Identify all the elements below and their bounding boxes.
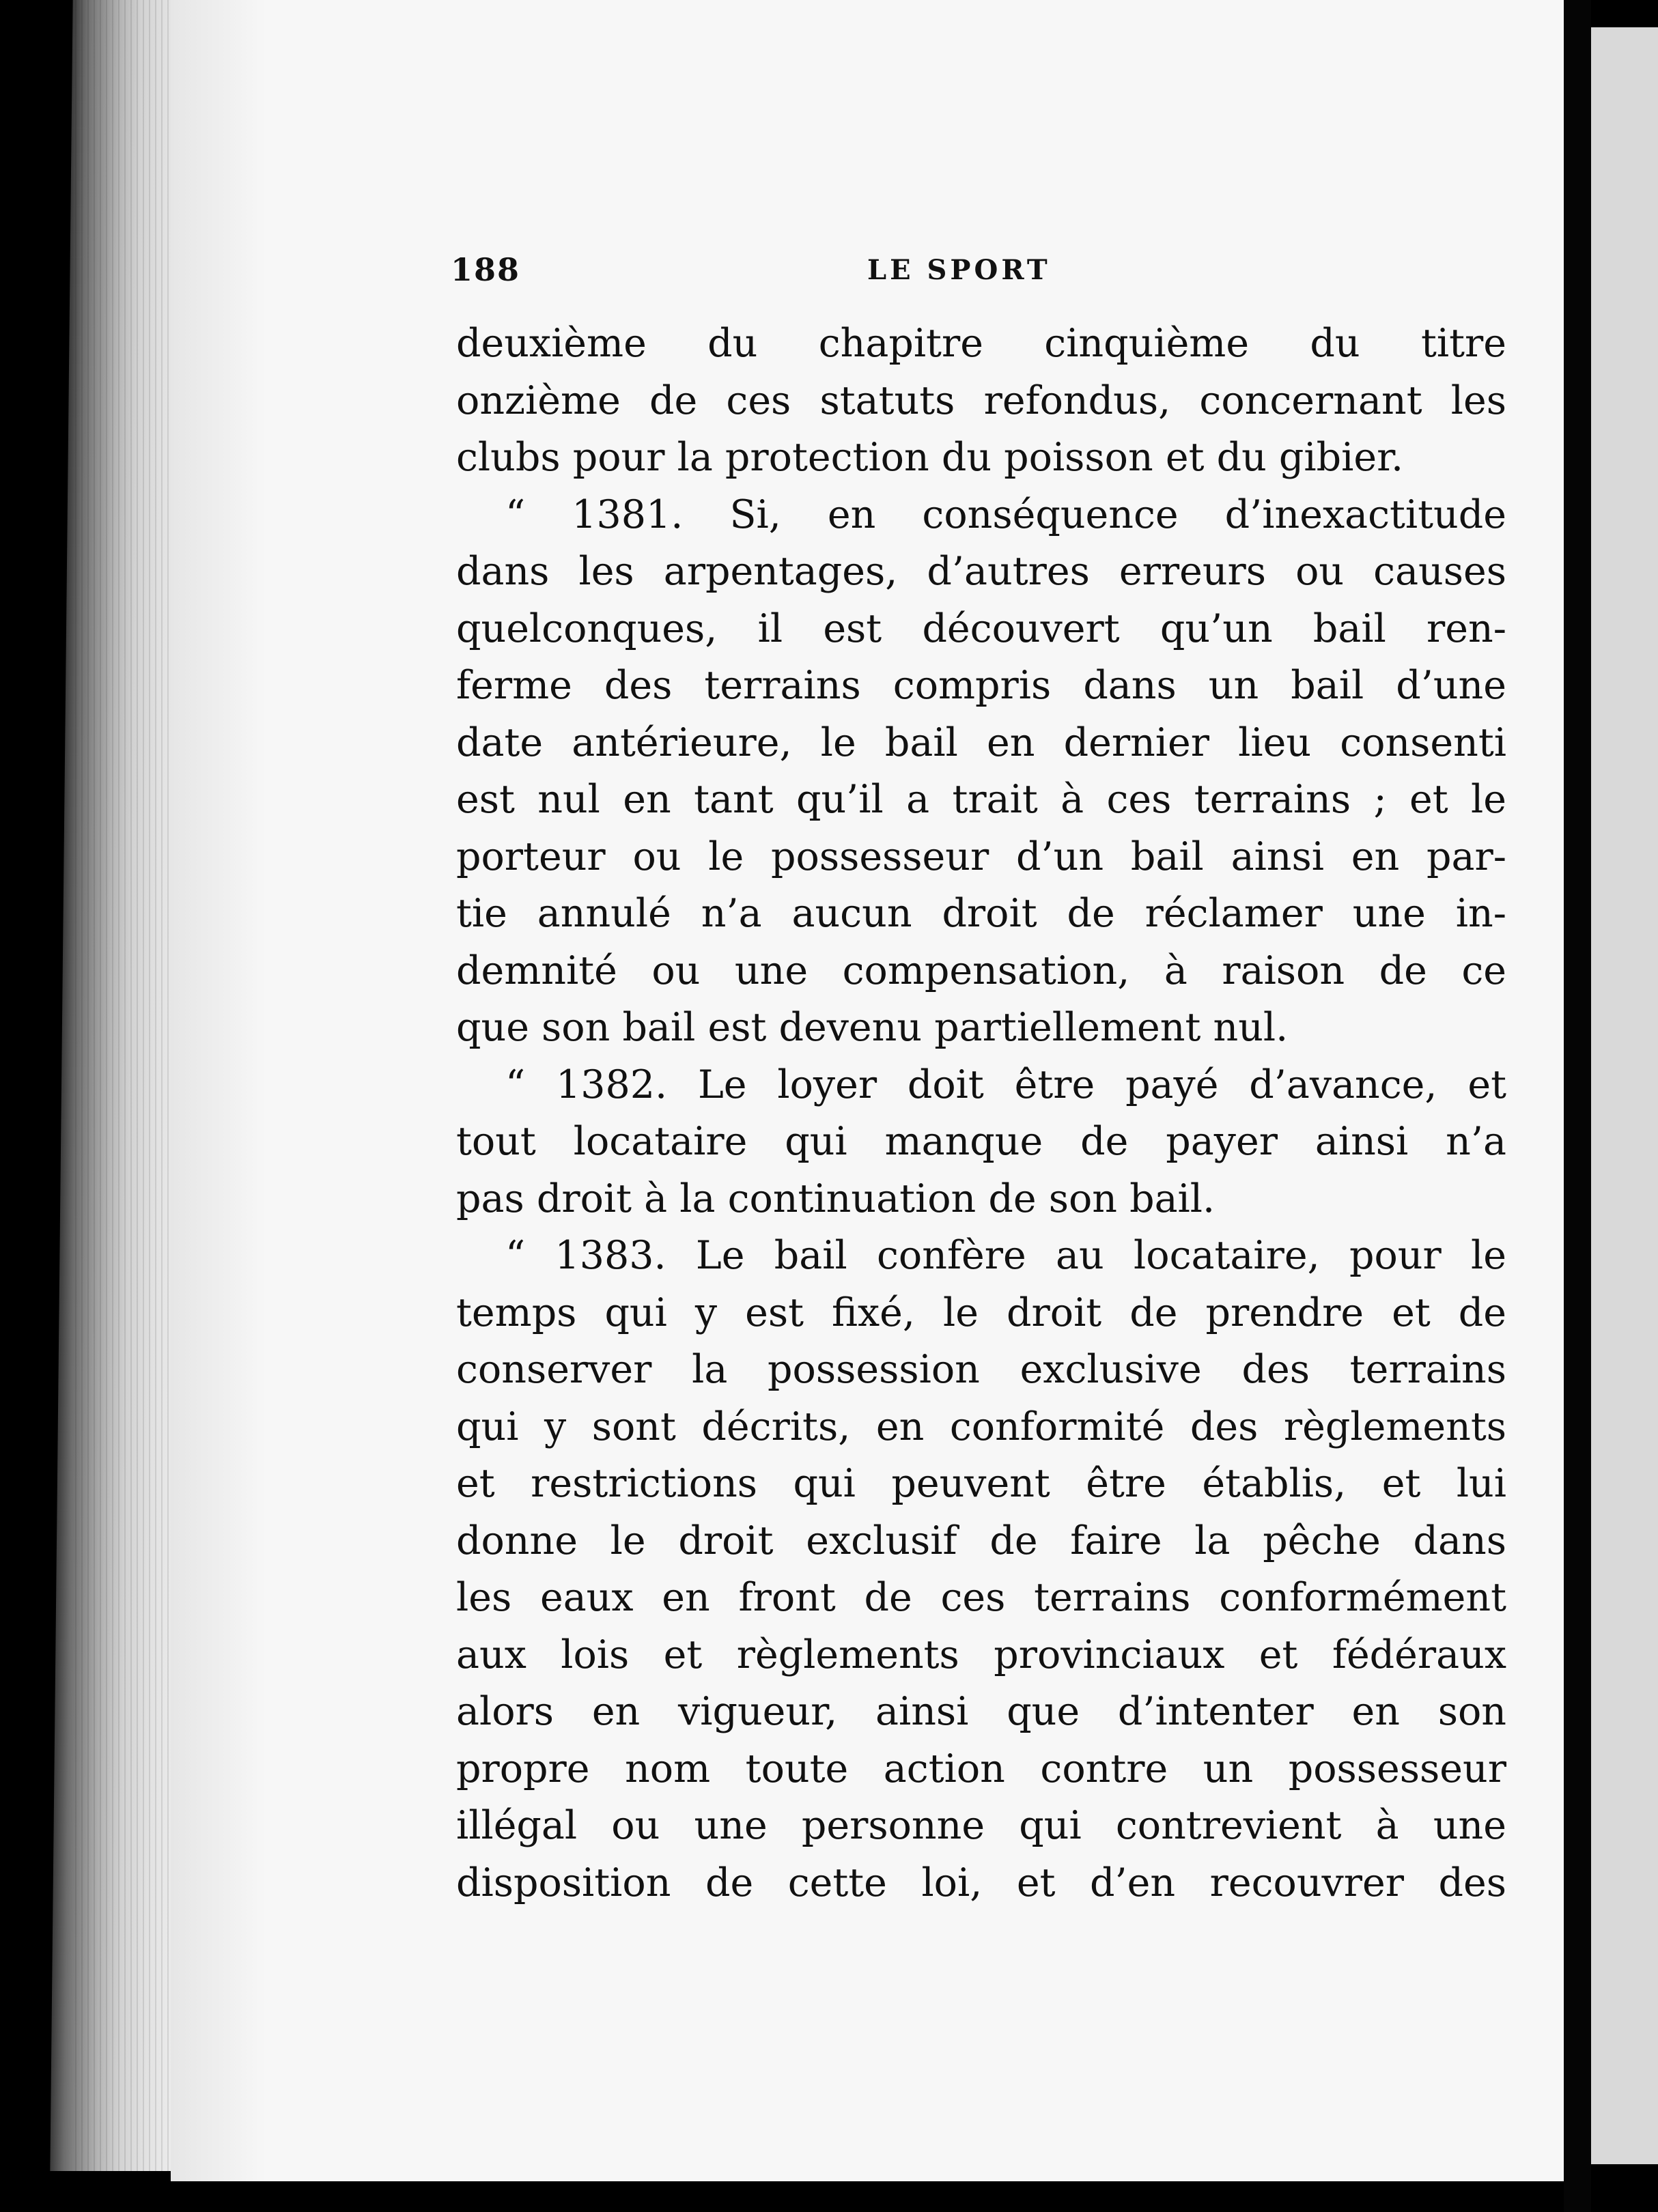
text-line: disposition de cette loi, et d’en recouvrer des <box>456 1860 1506 1905</box>
text-line: les eaux en front de ces terrains conformément <box>456 1575 1506 1620</box>
text-line: demnité ou une compensation, à raison de ce <box>456 948 1506 993</box>
text-line: tout locataire qui manque de payer ainsi n’a <box>456 1119 1506 1164</box>
text-line: illégal ou une personne qui contrevient à une <box>456 1803 1506 1848</box>
text-line: donne le droit exclusif de faire la pêche dans <box>456 1518 1506 1563</box>
text-line: date antérieure, le bail en dernier lieu consenti <box>456 720 1506 765</box>
text-line: propre nom toute action contre un possesseur <box>456 1746 1506 1791</box>
page-header <box>451 251 1475 292</box>
text-line: dans les arpentages, d’autres erreurs ou causes <box>456 549 1506 594</box>
text-line: ferme des terrains compris dans un bail d’une <box>456 663 1506 708</box>
text-line: clubs pour la protection du poisson et du gibier. <box>456 435 1404 480</box>
article-1383-start: “ 1383. Le bail confère au locataire, pour le <box>505 1233 1506 1278</box>
text-line: tie annulé n’a aucun droit de réclamer une in- <box>456 891 1506 936</box>
text-line: deuxième du chapitre cinquième du titre <box>456 321 1506 366</box>
body-text <box>456 315 1506 1912</box>
text-line: aux lois et règlements provinciaux et fédéraux <box>456 1632 1506 1677</box>
text-line: conserver la possession exclusive des terrains <box>456 1347 1506 1392</box>
article-1382-start: “ 1382. Le loyer doit être payé d’avance, et <box>505 1062 1506 1107</box>
text-line: est nul en tant qu’il a trait à ces terrains ; et le <box>456 777 1506 822</box>
text-line: qui y sont décrits, en conformité des règlements <box>456 1404 1506 1449</box>
text-line: temps qui y est fixé, le droit de prendre et de <box>456 1290 1506 1335</box>
text-line: alors en vigueur, ainsi que d’intenter en son <box>456 1689 1506 1734</box>
article-1381-start: “ 1381. Si, en conséquence d’inexactitude <box>505 492 1506 537</box>
text-line: porteur ou le possesseur d’un bail ainsi en par- <box>456 834 1506 879</box>
text-line: et restrictions qui peuvent être établis, et lui <box>456 1461 1506 1506</box>
page-number: 188 <box>451 251 521 288</box>
adjacent-page-sliver <box>1591 27 1658 2164</box>
page-edge-lines <box>75 0 184 2171</box>
running-title: LE SPORT <box>867 254 1051 286</box>
book-gutter <box>1564 0 1591 2212</box>
text-line: pas droit à la continuation de son bail. <box>456 1176 1216 1221</box>
text-line: que son bail est devenu partiellement nul. <box>456 1005 1289 1050</box>
page-fold-shadow <box>171 0 266 2181</box>
text-line: onzième de ces statuts refondus, concernant les <box>456 378 1506 423</box>
text-line: quelconques, il est découvert qu’un bail ren- <box>456 606 1506 651</box>
